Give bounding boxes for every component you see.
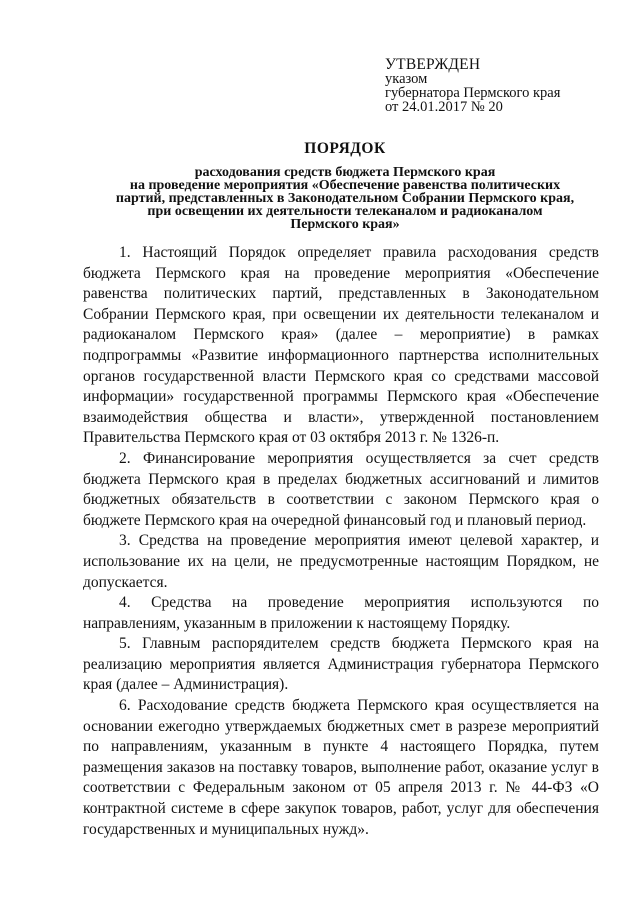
paragraph-1: 1. Настоящий Порядок определяет правила расходования средств бюджета Пермского края на проведение мероприятия «Обеспечение равенства политических партий, представленных в Законодательном Собрании Пермского края, при освещении их деятельности телеканалом и радиоканалом Пермского края» (далее – мероприятие) в рамках подпрограммы «Развитие информационного партнерства исполнительных органов государственной власти Пермского края со средствами массовой информации» государственной программы Пермского края «Обеспечение взаимодействия общества и власти», утвержденной постановлением Правительства Пермского края от 03 октября 2013 г. № 1326-п. xyxy=(83,244,599,447)
paragraph-3: 3. Средства на проведение мероприятия имеют целевой характер, и использование их на цели, не предусмотренные настоящим Порядком, не допускается. xyxy=(83,532,599,591)
approval-header: УТВЕРЖДЕН xyxy=(385,56,481,73)
paragraph-2: 2. Финансирование мероприятия осуществляется за счет средств бюджета Пермского края в пределах бюджетных ассигнований и лимитов бюджетных обязательств в соответствии с законом Пермского края о бюджете Пермского края на очередной финансовый год и плановый период. xyxy=(83,449,599,529)
paragraph-4: 4. Средства на проведение мероприятия используются по направлениям, указанным в приложении к настоящему Порядку. xyxy=(83,594,599,632)
paragraph-5: 5. Главным распорядителем средств бюджета Пермского края на реализацию мероприятия является Администрация губернатора Пермского края (далее – Администрация). xyxy=(83,635,599,694)
approval-stamp xyxy=(385,58,560,114)
title-line-2: на проведение мероприятия «Обеспечение равенства политических xyxy=(129,178,561,193)
approval-line-2: губернатора Пермского края xyxy=(385,85,561,101)
document-title xyxy=(100,140,590,231)
document-body xyxy=(83,243,599,840)
paragraph-6: 6. Расходование средств бюджета Пермского края осуществляется на основании ежегодно утверждаемых бюджетных смет в разрезе мероприятий по направлениям, указанным в пункте 4 настоящего Порядка, путем размещения заказов на поставку товаров, выполнение работ, оказание услуг в соответствии с Федеральным законом от 05 апреля 2013 г. № 44-ФЗ «О контрактной системе в сфере закупок товаров, работ, услуг для обеспечения государственных и муниципальных нужд». xyxy=(83,697,599,838)
title-line-3: партий, представленных в Законодательном Собрании Пермского края, xyxy=(115,191,575,206)
title-line-1: расходования средств бюджета Пермского края xyxy=(194,165,496,180)
approval-line-1: указом xyxy=(385,71,428,87)
title-line-5: Пермского края» xyxy=(290,217,400,232)
title-main: ПОРЯДОК xyxy=(304,140,386,157)
title-line-4: при освещении их деятельности телеканалом и радиоканалом xyxy=(147,204,543,219)
approval-line-3: от 24.01.2017 № 20 xyxy=(385,99,503,115)
